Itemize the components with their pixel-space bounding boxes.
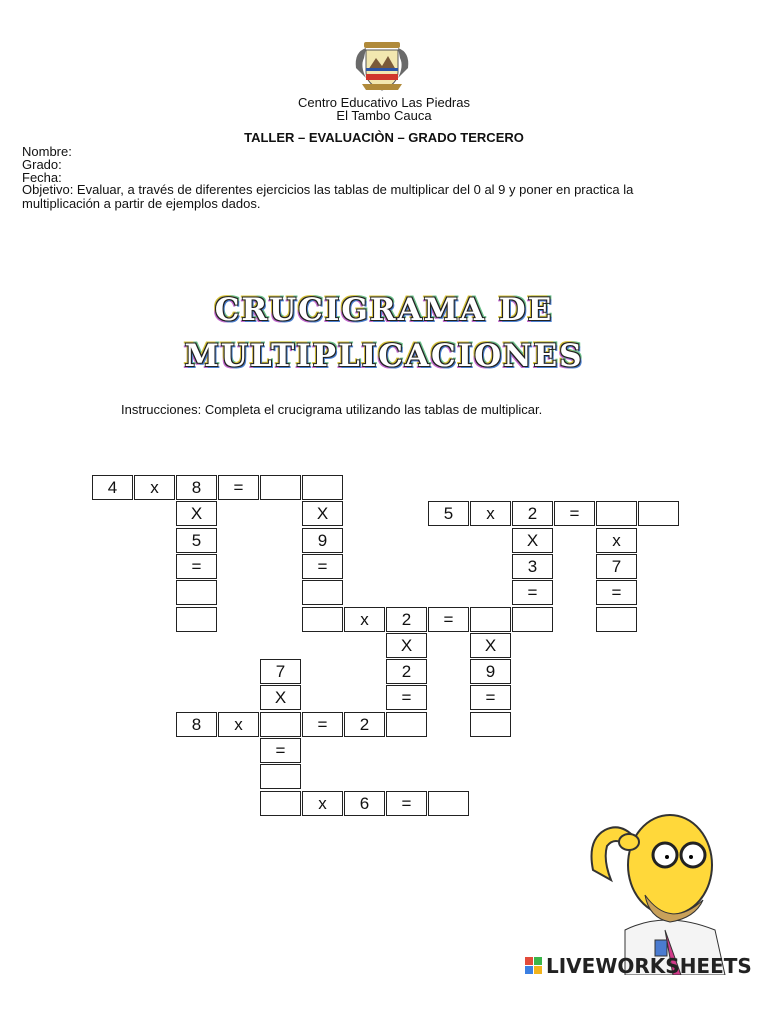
crossword-cell: X xyxy=(302,501,343,526)
crossword-title-line1: CRUCIGRAMA DE xyxy=(214,292,554,328)
crossword-cell: 2 xyxy=(512,501,553,526)
school-crest-icon xyxy=(352,38,412,94)
grade-field-label: Grado: xyxy=(22,157,62,172)
date-field-label: Fecha: xyxy=(22,170,62,185)
crossword-cell: = xyxy=(428,607,469,632)
crossword-answer-cell[interactable] xyxy=(638,501,679,526)
crossword-cell: 4 xyxy=(92,475,133,500)
crossword-answer-cell[interactable] xyxy=(260,764,301,789)
crossword-cell: = xyxy=(386,791,427,816)
crossword-cell: 5 xyxy=(428,501,469,526)
crossword-answer-cell[interactable] xyxy=(176,580,217,605)
crossword-cell: 7 xyxy=(260,659,301,684)
crossword-cell: 9 xyxy=(302,528,343,553)
crossword-cell: = xyxy=(218,475,259,500)
crossword-answer-cell[interactable] xyxy=(386,712,427,737)
crossword-cell: 2 xyxy=(344,712,385,737)
crossword-cell: 6 xyxy=(344,791,385,816)
crossword-cell: X xyxy=(176,501,217,526)
crossword-cell: X xyxy=(386,633,427,658)
crossword-cell: = xyxy=(302,554,343,579)
crossword-answer-cell[interactable] xyxy=(260,791,301,816)
instructions-text: Instrucciones: Completa el crucigrama utilizando las tablas de multiplicar. xyxy=(121,402,543,417)
crossword-answer-cell[interactable] xyxy=(302,580,343,605)
school-location: El Tambo Cauca xyxy=(336,108,432,123)
crossword-answer-cell[interactable] xyxy=(302,607,343,632)
crossword-cell: x xyxy=(596,528,637,553)
crossword-cell: x xyxy=(218,712,259,737)
crossword-cell: 2 xyxy=(386,659,427,684)
crossword-cell: 5 xyxy=(176,528,217,553)
crossword-answer-cell[interactable] xyxy=(260,712,301,737)
crossword-cell: 8 xyxy=(176,712,217,737)
crossword-answer-cell[interactable] xyxy=(302,475,343,500)
crossword-answer-cell[interactable] xyxy=(428,791,469,816)
crossword-title-line2: MULTIPLICACIONES xyxy=(184,338,584,374)
crossword-cell: 7 xyxy=(596,554,637,579)
crossword-cell: 3 xyxy=(512,554,553,579)
crossword-cell: 9 xyxy=(470,659,511,684)
crossword-cell: = xyxy=(512,580,553,605)
name-field-label: Nombre: xyxy=(22,144,72,159)
crossword-cell: X xyxy=(260,685,301,710)
crossword-cell: X xyxy=(512,528,553,553)
crossword-cell: = xyxy=(470,685,511,710)
liveworksheets-watermark: LIVEWORKSHEETS xyxy=(546,954,752,978)
crossword-cell: x xyxy=(302,791,343,816)
crossword-cell: x xyxy=(134,475,175,500)
crossword-answer-cell[interactable] xyxy=(260,475,301,500)
liveworksheets-logo-icon xyxy=(525,957,542,974)
crossword-cell: = xyxy=(386,685,427,710)
crossword-answer-cell[interactable] xyxy=(470,607,511,632)
crossword-answer-cell[interactable] xyxy=(596,501,637,526)
crossword-answer-cell[interactable] xyxy=(470,712,511,737)
crossword-cell: = xyxy=(596,580,637,605)
crossword-answer-cell[interactable] xyxy=(596,607,637,632)
crossword-answer-cell[interactable] xyxy=(512,607,553,632)
school-name: Centro Educativo Las Piedras xyxy=(298,95,470,110)
crossword-cell: x xyxy=(344,607,385,632)
crossword-cell: = xyxy=(554,501,595,526)
crossword-cell: 2 xyxy=(386,607,427,632)
crossword-cell: = xyxy=(176,554,217,579)
crossword-answer-cell[interactable] xyxy=(176,607,217,632)
crossword-cell: x xyxy=(470,501,511,526)
crossword-cell: = xyxy=(302,712,343,737)
crossword-cell: = xyxy=(260,738,301,763)
objective-text: Objetivo: Evaluar, a través de diferentes ejercicios las tablas de multiplicar del 0 al 9 y poner en practica la multiplicación a partir de ejemplos dados. xyxy=(22,182,634,211)
crossword-cell: 8 xyxy=(176,475,217,500)
homer-character-icon xyxy=(585,800,745,975)
worksheet-heading: TALLER – EVALUACIÒN – GRADO TERCERO xyxy=(244,130,524,145)
crossword-cell: X xyxy=(470,633,511,658)
